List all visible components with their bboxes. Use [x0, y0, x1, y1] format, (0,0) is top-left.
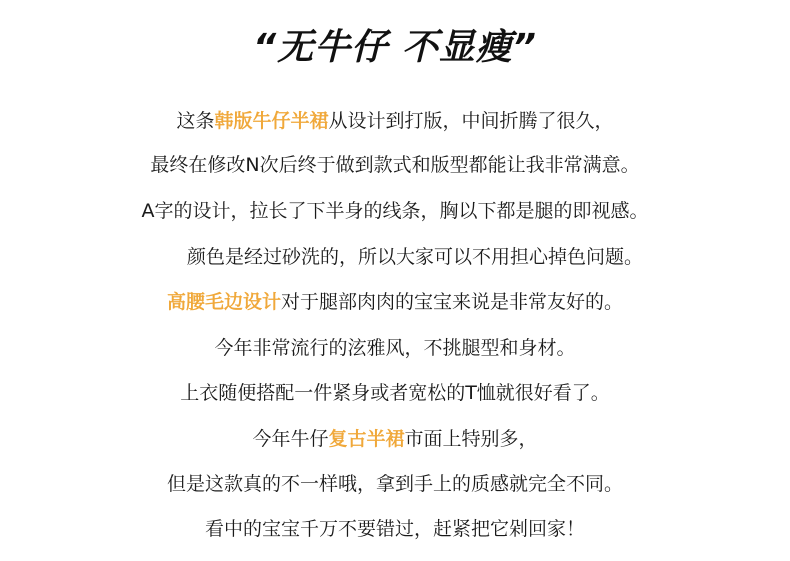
description-line-4: 颜色是经过砂洗的，所以大家可以不用担心掉色问题。	[186, 246, 643, 268]
description-line-6: 今年非常流行的泫雅风，不挑腿型和身材。	[214, 337, 576, 359]
line-text: 这条	[176, 110, 215, 132]
description-line-9: 但是这款真的不一样哦，拿到手上的质感就完全不同。	[166, 473, 623, 495]
description-line-7: 上衣随便搭配一件紧身或者宽松的T恤就很好看了。	[180, 382, 610, 404]
description-line-10: 看中的宝宝千万不要错过，赶紧把它剁回家！	[204, 518, 585, 540]
description-line-3: A字的设计，拉长了下半身的线条，胸以下都是腿的即视感。	[141, 200, 649, 222]
description-line-5	[0, 288, 790, 316]
highlight-text: 韩版牛仔半裙	[214, 110, 329, 132]
line-text: 市面上特别多，	[404, 428, 538, 450]
description-line-8	[0, 425, 790, 453]
description-line-2: 最终在修改N次后终于做到款式和版型都能让我非常满意。	[150, 154, 640, 176]
highlight-text: 复古半裙	[328, 428, 405, 450]
line-text: 今年牛仔	[252, 428, 329, 450]
line-text: 从设计到打版，中间折腾了很久，	[328, 110, 614, 132]
highlight-text: 高腰毛边设计	[166, 291, 281, 313]
description-line-1	[0, 107, 790, 135]
page-title: “无牛仔 不显瘦”	[253, 27, 537, 68]
line-text: 对于腿部肉肉的宝宝来说是非常友好的。	[281, 291, 624, 313]
